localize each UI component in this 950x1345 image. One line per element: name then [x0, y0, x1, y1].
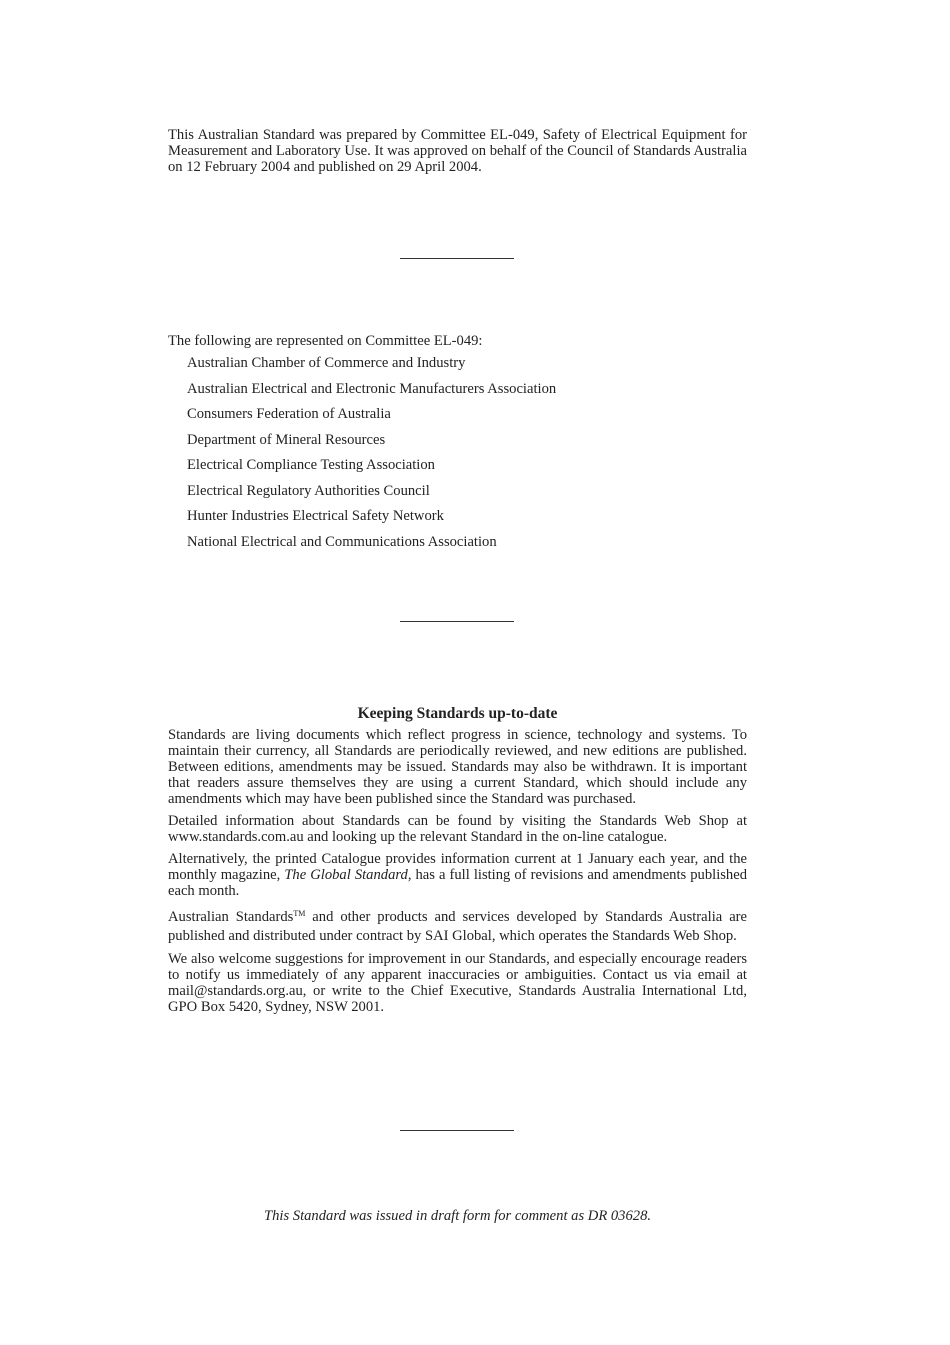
draft-note: This Standard was issued in draft form for comment as DR 03628. — [263, 1208, 652, 1224]
committee-member: Department of Mineral Resources — [187, 431, 386, 448]
section-divider — [400, 258, 514, 259]
catalogue-paragraph — [168, 851, 747, 899]
committee-member: Consumers Federation of Australia — [187, 406, 391, 422]
suggestions-paragraph: We also welcome suggestions for improvement in our Standards, and especially encourage readers to notify us immediately of any apparent inaccuracies or ambiguities. Contact us via email at mail@standards.org.au, or write to the Chief Executive, Standards Australia International Ltd, GPO Box 5420, Sydney, NSW 2001. — [168, 951, 747, 1015]
committee-member: Australian Electrical and Electronic Manufacturers Association — [187, 380, 557, 397]
committee-representation — [168, 333, 747, 559]
committee-heading: The following are represented on Committee EL-049: — [168, 333, 483, 349]
committee-member: Hunter Industries Electrical Safety Network — [187, 508, 444, 524]
section-divider — [400, 621, 514, 622]
catalogue-text: Alternatively, the printed Catalogue provides information current at 1 January each year, and the monthly magazine, — [168, 851, 747, 883]
section-divider — [400, 1130, 514, 1131]
committee-member: Electrical Compliance Testing Association — [187, 457, 435, 473]
committee-member-list — [168, 355, 747, 559]
web-shop-paragraph: Detailed information about Standards can be found by visiting the Standards Web Shop at www.standards.com.au and looking up the relevant Standard in the on-line catalogue. — [168, 813, 747, 845]
magazine-title: The Global Standard — [284, 867, 408, 883]
keeping-standards-body — [168, 727, 747, 1021]
trademark-mark: TM — [293, 909, 306, 918]
sai-global-text: and other products and services developed by Standards Australia are published and distributed under contract by SAI Global, which operates the Standards Web Shop. — [168, 909, 748, 944]
australian-standards-text: Australian Standards — [168, 909, 294, 925]
keeping-standards-heading: Keeping Standards up-to-date — [357, 705, 558, 722]
living-documents-paragraph: Standards are living documents which reflect progress in science, technology and systems. To maintain their currency, all Standards are periodically reviewed, and new editions are published. Between editions, amendments may be issued. Standards may also be withdrawn. It is important that readers assure themselves they are using a current Standard, which should include any amendments which may have been published since the Standard was purchased. — [168, 727, 747, 807]
catalogue-text-end: , has a full listing of revisions and amendments published each month. — [168, 867, 747, 899]
committee-member: Electrical Regulatory Authorities Council — [187, 482, 430, 499]
approval-statement: This Australian Standard was prepared by Committee EL-049, Safety of Electrical Equipment for Measurement and Laboratory Use. It was approved on behalf of the Council of Standards Australia on 12 February 2004 and published on 29 April 2004. — [168, 127, 747, 175]
sai-global-paragraph — [168, 905, 747, 945]
committee-member: National Electrical and Communications Association — [187, 533, 497, 550]
committee-member: Australian Chamber of Commerce and Industry — [187, 355, 466, 371]
